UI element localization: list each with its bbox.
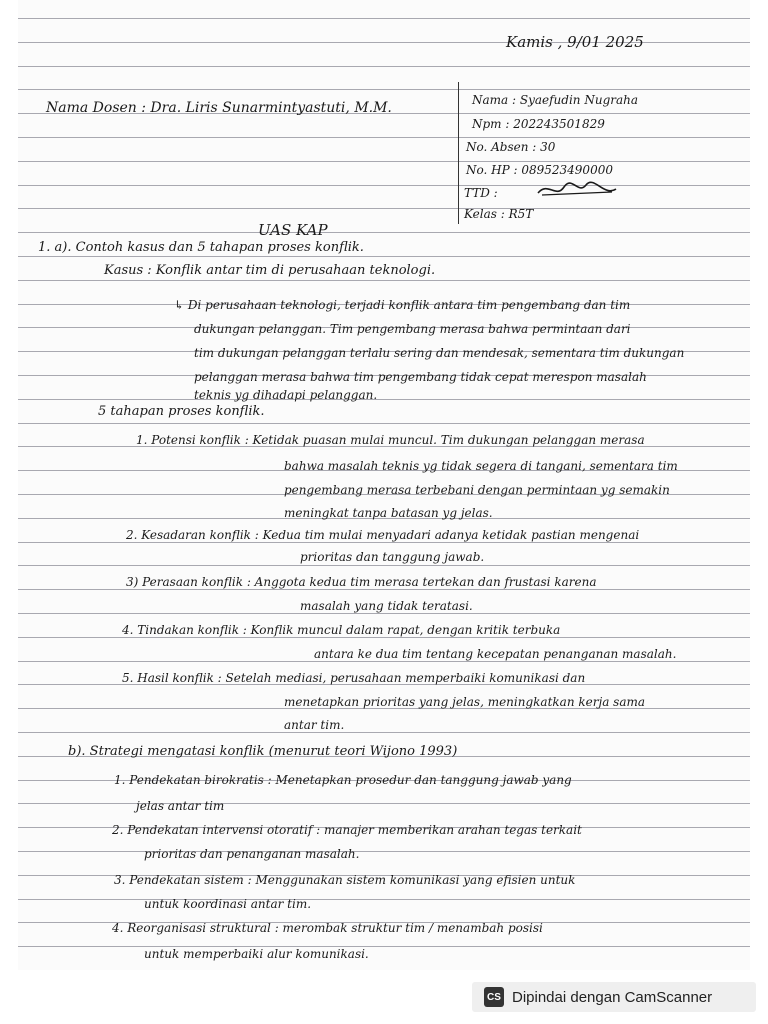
stage-line: bahwa masalah teknis yg tidak segera di tangani, sementara tim (284, 459, 678, 473)
student-ttd: TTD : (464, 186, 498, 200)
stage-line: 5. Hasil konflik : Setelah mediasi, perusahaan memperbaiki komunikasi dan (122, 671, 586, 685)
stage-line: pengembang merasa terbebani dengan permintaan yg semakin (284, 483, 670, 497)
student-kelas: Kelas : R5T (464, 207, 534, 221)
stage-line: meningkat tanpa batasan yg jelas. (284, 506, 493, 520)
stage-line: antara ke dua tim tentang kecepatan penanganan masalah. (314, 647, 677, 661)
student-name: Nama : Syaefudin Nugraha (472, 93, 639, 107)
ruled-line (18, 946, 750, 947)
ruled-line (18, 208, 750, 209)
ruled-line (18, 851, 750, 852)
stage-line: antar tim. (284, 718, 345, 732)
identity-divider (458, 82, 459, 224)
signature (534, 179, 620, 201)
strategy-line: 1. Pendekatan birokratis : Menetapkan prosedur dan tanggung jawab yang (114, 773, 572, 787)
ruled-line (18, 423, 750, 424)
q1b-heading: b). Strategi mengatasi konflik (menurut teori Wijono 1993) (68, 744, 458, 759)
ruled-line (18, 18, 750, 19)
lecturer-name: Nama Dosen : Dra. Liris Sunarmintyastuti, M.M. (46, 100, 392, 116)
stage-line: menetapkan prioritas yang jelas, meningkatkan kerja sama (284, 695, 646, 709)
ruled-line (18, 66, 750, 67)
stage-line: prioritas dan tanggung jawab. (300, 550, 485, 564)
student-absen: No. Absen : 30 (466, 140, 556, 154)
q1a-desc-line: ↳ Di perusahaan teknologi, terjadi konflik antara tim pengembang dan tim (174, 298, 631, 312)
stage-line: 1. Potensi konflik : Ketidak puasan mulai muncul. Tim dukungan pelanggan merasa (136, 433, 645, 447)
strategy-line: 4. Reorganisasi struktural : merombak struktur tim / menambah posisi (112, 921, 543, 935)
ruled-line (18, 803, 750, 804)
ruled-line (18, 256, 750, 257)
q1a-heading: 1. a). Contoh kasus dan 5 tahapan proses konflik. (38, 240, 364, 255)
strategy-line: untuk memperbaiki alur komunikasi. (144, 947, 369, 961)
ruled-line (18, 232, 750, 233)
q1a-desc-line: tim dukungan pelanggan terlalu sering dan mendesak, sementara tim dukungan (194, 346, 685, 360)
ruled-line (18, 899, 750, 900)
stage-line: masalah yang tidak teratasi. (300, 599, 473, 613)
stage-line: 3) Perasaan konflik : Anggota kedua tim merasa tertekan dan frustasi karena (126, 575, 597, 589)
ruled-line (18, 565, 750, 566)
student-npm: Npm : 202243501829 (472, 117, 605, 131)
q1a-desc-line: dukungan pelanggan. Tim pengembang merasa bahwa permintaan dari (194, 322, 631, 336)
q1a-desc-line: pelanggan merasa bahwa tim pengembang tidak cepat merespon masalah (194, 370, 647, 384)
camscanner-text: Dipindai dengan CamScanner (512, 988, 713, 1006)
strategy-line: prioritas dan penanganan masalah. (144, 847, 360, 861)
ruled-line (18, 137, 750, 138)
exam-title: UAS KAP (258, 221, 328, 239)
strategy-line: 3. Pendekatan sistem : Menggunakan sistem komunikasi yang efisien untuk (114, 873, 576, 887)
ruled-line (18, 732, 750, 733)
student-hp: No. HP : 089523490000 (466, 163, 613, 177)
ruled-line (18, 399, 750, 400)
ruled-line (18, 185, 750, 186)
strategy-line: jelas antar tim (136, 799, 225, 813)
ruled-line (18, 161, 750, 162)
ruled-line (18, 89, 750, 90)
stage-line: 2. Kesadaran konflik : Kedua tim mulai menyadari adanya ketidak pastian mengenai (126, 528, 640, 542)
q1a-desc-line: teknis yg dihadapi pelanggan. (194, 388, 378, 402)
strategy-line: 2. Pendekatan intervensi otoratif : manajer memberikan arahan tegas terkait (112, 823, 582, 837)
q1a-kasus: Kasus : Konflik antar tim di perusahaan teknologi. (104, 263, 436, 278)
date: Kamis , 9/01 2025 (506, 33, 644, 51)
camscanner-watermark (472, 982, 756, 1012)
camscanner-logo-icon: CS (484, 987, 504, 1007)
ruled-line (18, 280, 750, 281)
scanned-notebook-page (18, 0, 750, 970)
stages-heading: 5 tahapan proses konflik. (98, 404, 265, 419)
stage-line: 4. Tindakan konflik : Konflik muncul dalam rapat, dengan kritik terbuka (122, 623, 561, 637)
strategy-line: untuk koordinasi antar tim. (144, 897, 312, 911)
